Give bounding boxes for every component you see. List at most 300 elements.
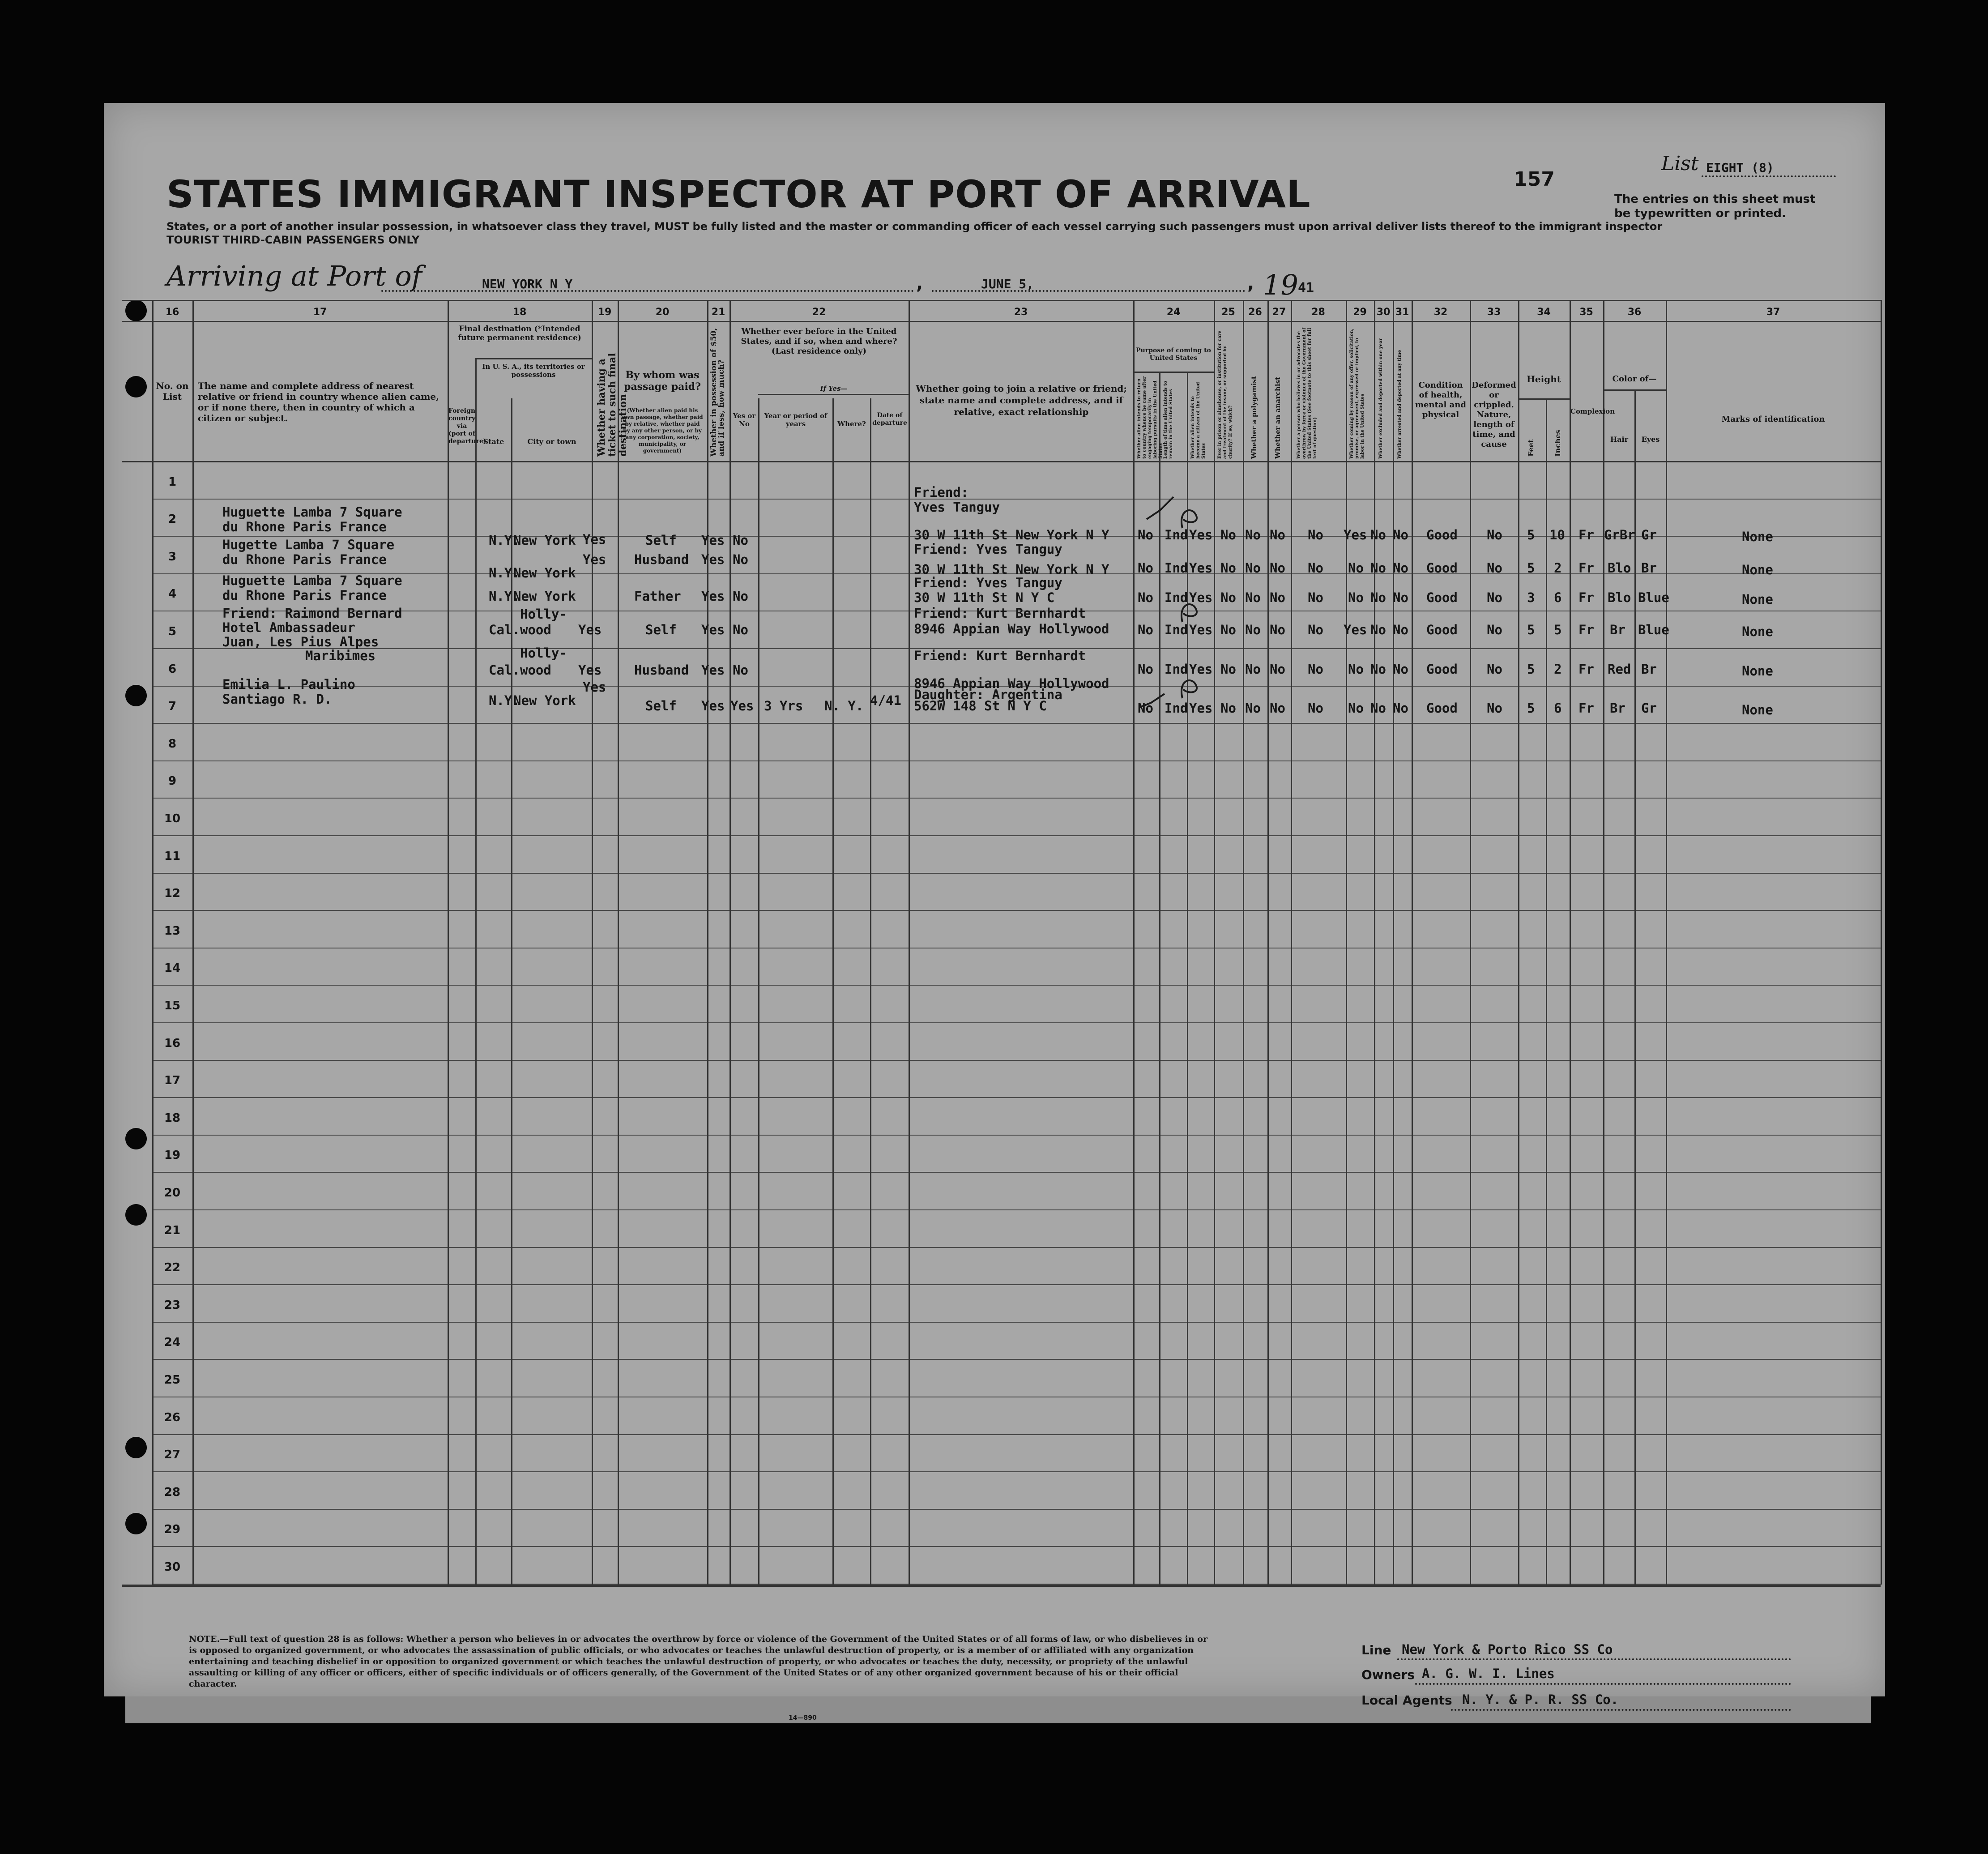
date-value: JUNE 5, [981, 277, 1034, 291]
c24b: Ind [1165, 701, 1188, 716]
row-number: 28 [164, 1486, 181, 1499]
subhead-border [1133, 372, 1214, 373]
column-divider [1546, 398, 1547, 1585]
punch-hole [125, 1204, 147, 1226]
owners-value: A. G. W. I. Lines [1422, 1666, 1555, 1681]
where: N. Y. [824, 698, 864, 713]
row-line [152, 1546, 1881, 1547]
join-info: Friend: Kurt Bernhardt [914, 606, 1086, 621]
health: Good [1426, 527, 1458, 543]
column-divider [909, 300, 910, 1585]
c30: No [1370, 701, 1386, 716]
height-feet: 5 [1527, 622, 1535, 637]
col-37-num: 37 [1766, 307, 1780, 318]
punch-hole [125, 300, 147, 321]
column-divider [1634, 389, 1636, 1585]
c25: No [1220, 590, 1236, 605]
col-23-num: 23 [1014, 307, 1028, 318]
header-bottom-border [122, 461, 1881, 462]
relative-address: Friend: Raimond Bernard [222, 606, 402, 621]
col-24b-label: Length of time alien intends to remain in the United States [1163, 380, 1173, 459]
c28: No [1308, 590, 1323, 605]
class-note: TOURIST THIRD-CABIN PASSENGERS ONLY [166, 234, 420, 246]
hair: GrBr [1604, 527, 1635, 543]
col-28-label: Whether a person who believes in or advocates the overthrow by force or violence of the Government of the United States (See footnote to this sheet for full text of question) [1297, 328, 1318, 459]
column-divider [758, 398, 759, 1585]
money: Yes [701, 552, 725, 567]
agents-underline [1451, 1709, 1791, 1711]
row-number: 2 [168, 513, 177, 526]
row-number: 8 [168, 737, 177, 751]
hair: Blo [1608, 560, 1631, 576]
line-value: New York & Porto Rico SS Co [1402, 1642, 1613, 1657]
row-line [152, 910, 1881, 911]
deformed: No [1487, 527, 1502, 543]
paid-by: Self [645, 698, 677, 713]
c30: No [1370, 560, 1386, 576]
deformed: No [1487, 662, 1502, 677]
eyes: Gr [1641, 701, 1657, 716]
c30: No [1370, 622, 1386, 637]
paid-by: Self [645, 622, 677, 637]
row-line [152, 985, 1881, 986]
c24: No [1138, 622, 1153, 637]
paid-by: Father [634, 589, 681, 604]
column-divider [1470, 300, 1471, 1585]
column-divider [1267, 300, 1269, 1585]
c31: No [1393, 590, 1408, 605]
c28: No [1308, 622, 1323, 637]
manifest-sheet [104, 103, 1885, 1722]
marks: None [1742, 529, 1773, 544]
comma: , [916, 273, 923, 294]
marks: None [1742, 624, 1773, 639]
if-yes-label: If Yes— [820, 384, 848, 393]
col-16-num: 16 [165, 307, 179, 318]
row-line [152, 499, 1881, 500]
height-feet: 5 [1527, 560, 1535, 576]
c24b: Ind [1165, 662, 1188, 677]
row-number: 3 [168, 550, 177, 564]
c24: No [1138, 701, 1153, 716]
column-divider [1570, 300, 1571, 1585]
row-number: 17 [164, 1074, 181, 1087]
relative-address: du Rhone Paris France [222, 552, 387, 567]
dest-state: N.Y. [489, 565, 520, 581]
col-21-label: Whether in possession of $50, and if less, how much? [709, 328, 726, 457]
year-period: 3 Yrs [764, 698, 803, 713]
height-inches: 6 [1554, 701, 1562, 716]
agents-value: N. Y. & P. R. SS Co. [1462, 1692, 1619, 1707]
c24: No [1138, 560, 1153, 576]
c31: No [1393, 701, 1408, 716]
c30: No [1370, 662, 1386, 677]
deformed: No [1487, 701, 1502, 716]
dest-state: Cal. [489, 662, 520, 678]
complexion: Fr [1578, 622, 1594, 637]
deformed: No [1487, 622, 1502, 637]
eyes: Br [1641, 560, 1657, 576]
row-line [152, 1060, 1881, 1061]
eyes: Br [1641, 662, 1657, 677]
c25: No [1220, 527, 1236, 543]
row-line [152, 798, 1881, 799]
join-info: 30 W 11th St New York N Y [914, 527, 1109, 543]
c26: No [1245, 527, 1261, 543]
c28: No [1308, 527, 1323, 543]
ticket: Yes [583, 552, 606, 567]
col-36-label: Color of— [1612, 374, 1657, 384]
complexion: Fr [1578, 662, 1594, 677]
before-in-us: No [733, 533, 748, 548]
inches-label: Inches [1553, 430, 1562, 457]
column-divider [1374, 300, 1375, 1585]
year-suffix: 41 [1298, 280, 1314, 296]
col-31-num: 31 [1395, 307, 1409, 318]
column-divider [448, 300, 449, 1585]
col-32-label: Condition of health, mental and physical [1415, 380, 1466, 419]
health: Good [1426, 662, 1458, 677]
arriving-label: Arriving at Port of [166, 260, 422, 292]
col-25-label: Ever in prison or almshouse, or institution for care and treatment of the insane, or supported by charity? If so, which? [1217, 330, 1233, 459]
row-line [152, 1209, 1881, 1210]
hair: Br [1610, 622, 1625, 637]
row-line [152, 1247, 1881, 1248]
subhead-border [758, 394, 909, 395]
relative-address: Emilia L. Paulino [222, 677, 355, 692]
by-whom-note: (Whether alien paid his own passage, whether paid by relative, whether paid by any other person, or by any corporation, society, municipality, or government) [622, 407, 703, 454]
in-usa-label: In U. S. A., its territories or possessions [482, 363, 585, 379]
check-mark [1140, 694, 1165, 707]
col-33-label: Deformed or crippled. Nature, length of time, and cause [1472, 380, 1516, 449]
c24c: Yes [1189, 590, 1213, 605]
c24: No [1138, 527, 1153, 543]
col-35-num: 35 [1579, 307, 1593, 318]
list-label: List [1661, 152, 1699, 175]
c31: No [1393, 560, 1408, 576]
city-label: City or town [527, 437, 576, 446]
row-line [152, 760, 1881, 761]
hair: Red [1608, 662, 1631, 677]
hair: Blo [1608, 590, 1631, 605]
col-24c-label: Whether alien intends to become a citizen of the United States [1190, 382, 1206, 459]
c29: Yes [1344, 527, 1367, 543]
column-divider [730, 300, 731, 1585]
dest-state: Cal. [489, 622, 520, 637]
row-number: 24 [164, 1336, 181, 1349]
money: Yes [701, 533, 725, 548]
col-20-label: By whom was passage paid? [624, 369, 701, 393]
row-line [152, 1584, 1881, 1585]
before-in-us: No [733, 552, 748, 567]
column-divider [592, 300, 593, 1585]
row-number: 27 [164, 1448, 181, 1461]
relative-address: Juan, Les Pius Alpes [222, 634, 379, 649]
column-divider [152, 300, 154, 1585]
agents-label: Local Agents [1361, 1693, 1452, 1708]
row-number: 14 [164, 961, 181, 975]
col-18-label: Final destination (*Intended future permanent residence) [458, 325, 581, 342]
date-underline [932, 290, 1245, 292]
deformed: No [1487, 590, 1502, 605]
column-divider [618, 300, 619, 1585]
eyes: Blue [1638, 622, 1669, 637]
paid-by: Self [645, 533, 677, 548]
c27: No [1270, 701, 1285, 716]
dest-city: Holly- wood [520, 607, 567, 637]
hair-label: Hair [1610, 435, 1628, 444]
column-divider [1603, 300, 1604, 1585]
handwritten-checkmarks [1133, 492, 1223, 725]
row-line [152, 873, 1881, 874]
punch-hole [125, 1513, 147, 1534]
join-info: 30 W 11th St New York N Y [914, 562, 1109, 577]
money: Yes [701, 622, 725, 637]
column-divider [1666, 300, 1667, 1585]
col-33-num: 33 [1487, 307, 1501, 318]
row-number: 30 [164, 1560, 181, 1574]
col-26-num: 26 [1248, 307, 1262, 318]
punch-hole [125, 1437, 147, 1458]
col-24-num: 24 [1166, 307, 1181, 318]
row-line [152, 1135, 1881, 1136]
complexion: Fr [1578, 590, 1594, 605]
row-number: 12 [164, 887, 181, 900]
col-19-num: 19 [597, 307, 612, 318]
row-number: 20 [164, 1186, 181, 1200]
ticket: Yes [583, 679, 606, 695]
state-label: State [483, 437, 504, 446]
column-divider [1243, 300, 1244, 1585]
feet-label: Feet [1527, 439, 1535, 457]
row-number: 10 [164, 812, 181, 825]
year-period-label: Year or period of years [764, 412, 828, 428]
row-number: 4 [168, 587, 177, 601]
column-divider [1412, 300, 1413, 1585]
table-top-border [122, 300, 1881, 301]
subhead-border [1603, 389, 1666, 391]
col-31-label: Whether arrested and deported at any time [1397, 350, 1402, 459]
row-number: 23 [164, 1299, 181, 1312]
punch-hole [125, 685, 147, 706]
table-bottom-border [122, 1585, 1881, 1587]
subhead-border [475, 358, 592, 359]
row-line [152, 723, 1881, 724]
owners-underline [1415, 1683, 1791, 1685]
column-divider [1393, 300, 1394, 1585]
row-line [152, 1509, 1881, 1510]
line-underline [1397, 1658, 1791, 1660]
c24c: Yes [1189, 662, 1213, 677]
c24c: Yes [1189, 701, 1213, 716]
dest-state: N.Y. [489, 693, 520, 708]
col-35-label: Complexion [1570, 407, 1615, 415]
health: Good [1426, 560, 1458, 576]
height-inches: 10 [1549, 527, 1565, 543]
join-info: Friend: [914, 485, 969, 500]
relative-address: du Rhone Paris France [222, 588, 387, 603]
comma: , [1247, 273, 1254, 294]
punch-hole [125, 376, 147, 397]
height-feet: 5 [1527, 701, 1535, 716]
page-title: STATES IMMIGRANT INSPECTOR AT PORT OF ARRIVAL [166, 172, 1311, 216]
before-in-us: Yes [730, 698, 754, 713]
c29: No [1348, 662, 1364, 677]
c25: No [1220, 701, 1236, 716]
colnum-border [122, 321, 1881, 322]
c25: No [1220, 622, 1236, 637]
c28: No [1308, 662, 1323, 677]
row-number: 21 [164, 1224, 181, 1237]
list-underline [1702, 175, 1836, 177]
height-inches: 2 [1554, 662, 1562, 677]
column-divider [475, 358, 477, 1585]
col-24a-label: Whether alien intends to return to country whence he came after engaging temporarily in laboring pursuits in the United States [1137, 376, 1163, 459]
complexion: Fr [1578, 527, 1594, 543]
col-17-label: The name and complete address of nearest relative or friend in country whence alien came, or if none there, then in country of which a citizen or subject. [198, 380, 439, 423]
relative-address: Huguette Lamba 7 Square [222, 573, 402, 588]
column-divider [1518, 300, 1519, 1585]
c24c: Yes [1189, 527, 1213, 543]
c31: No [1393, 527, 1408, 543]
col-19-label: Whether having a ticket to such final destination [596, 353, 629, 457]
health: Good [1426, 622, 1458, 637]
c28: No [1308, 701, 1323, 716]
row-line [152, 1022, 1881, 1023]
marks: None [1742, 663, 1773, 679]
dest-city: New York [513, 533, 576, 548]
col-32-num: 32 [1433, 307, 1448, 318]
check-mark [1182, 510, 1197, 528]
col-36-num: 36 [1627, 307, 1642, 318]
c25: No [1220, 662, 1236, 677]
c26: No [1245, 622, 1261, 637]
page-number: 157 [1514, 168, 1555, 191]
join-info: Daughter: Argentina [914, 687, 1062, 702]
row-number: 22 [164, 1261, 181, 1274]
row-number: 15 [164, 999, 181, 1012]
dest-city: New York [513, 565, 576, 581]
before-in-us: No [733, 662, 748, 678]
dest-city: Holly- wood [520, 645, 567, 678]
row-number: 13 [164, 924, 181, 938]
c30: No [1370, 527, 1386, 543]
foreign-country-label: Foreign country via (port of departure) [448, 407, 486, 445]
c29: No [1348, 701, 1364, 716]
complexion: Fr [1578, 560, 1594, 576]
port-value: NEW YORK N Y [482, 277, 573, 291]
ticket: Yes [578, 662, 602, 678]
eyes: Blue [1638, 590, 1669, 605]
col-37-label: Marks of identification [1721, 414, 1825, 424]
row-number: 9 [168, 774, 177, 788]
column-divider [1346, 300, 1347, 1585]
c31: No [1393, 622, 1408, 637]
row-number: 18 [164, 1111, 181, 1125]
complexion: Fr [1578, 701, 1594, 716]
row-number: 5 [168, 625, 177, 638]
port-underline [381, 290, 914, 292]
col-21-num: 21 [711, 307, 725, 318]
instructions: States, or a port of another insular possession, in whatsoever class they travel, MUST be fully listed and the master or commanding officer of each vessel carrying such passengers must upon arrival deliver lists thereof to the immigrant inspector [166, 220, 1663, 233]
column-divider [1291, 300, 1292, 1585]
column-divider [870, 398, 871, 1585]
join-info: Friend: Kurt Bernhardt [914, 648, 1086, 663]
ticket: Yes [583, 532, 606, 547]
col-30-num: 30 [1376, 307, 1391, 318]
ticket: Yes [578, 622, 602, 637]
c28: No [1308, 560, 1323, 576]
paid-by: Husband [634, 662, 689, 678]
join-info: 8946 Appian Way Hollywood [914, 621, 1109, 637]
join-info: Friend: Yves Tanguy [914, 575, 1062, 590]
col-16-label: No. on List [156, 380, 189, 402]
before-in-us: No [733, 622, 748, 637]
row-number: 7 [168, 700, 177, 713]
c25: No [1220, 560, 1236, 576]
height-inches: 5 [1554, 622, 1562, 637]
c31: No [1393, 662, 1408, 677]
col-29-num: 29 [1353, 307, 1367, 318]
paid-by: Husband [634, 552, 689, 567]
row-line [152, 1097, 1881, 1098]
row-number: 6 [168, 662, 177, 676]
health: Good [1426, 701, 1458, 716]
join-info: 30 W 11th St N Y C [914, 590, 1055, 605]
row-line [152, 835, 1881, 836]
col-34-label: Height [1527, 374, 1561, 384]
col-24-label: Purpose of coming to United States [1136, 347, 1211, 362]
c29: No [1348, 560, 1364, 576]
year-prefix: 19 [1263, 269, 1298, 301]
deformed: No [1487, 560, 1502, 576]
join-info: Yves Tanguy [914, 500, 1000, 515]
col-22-label: Whether ever before in the United States, and if so, when and where? (Last residence only) [741, 327, 897, 356]
column-divider [707, 300, 708, 1585]
marks: None [1742, 592, 1773, 607]
c27: No [1270, 527, 1285, 543]
entries-note-1: The entries on this sheet must [1614, 192, 1816, 206]
c27: No [1270, 662, 1285, 677]
c24b: Ind [1165, 527, 1188, 543]
dest-city: New York [513, 589, 576, 604]
relative-address: du Rhone Paris France [222, 519, 387, 534]
c26: No [1245, 590, 1261, 605]
money: Yes [701, 589, 725, 604]
c29: No [1348, 590, 1364, 605]
c26: No [1245, 662, 1261, 677]
col-25-num: 25 [1221, 307, 1235, 318]
column-divider [832, 398, 834, 1585]
col-30-label: Whether excluded and deported within one year [1378, 338, 1383, 459]
marks: None [1742, 562, 1773, 577]
money: Yes [701, 662, 725, 678]
height-feet: 3 [1527, 590, 1535, 605]
row-number: 1 [168, 475, 177, 489]
form-number: 14—890 [789, 1714, 817, 1722]
hair: Br [1610, 701, 1625, 716]
row-line [152, 1471, 1881, 1472]
row-line [152, 1322, 1881, 1323]
owners-label: Owners [1361, 1667, 1415, 1682]
join-info: 562W 148 St N Y C [914, 698, 1047, 713]
col-29-label: Whether coming by reason of any offer, solicitation, promise, or agreement, expressed or implied, to labor in the United States [1349, 328, 1365, 459]
check-mark [1182, 680, 1197, 698]
relative-address: Hotel Ambassadeur [222, 620, 355, 635]
c24c: Yes [1189, 622, 1213, 637]
height-inches: 6 [1554, 590, 1562, 605]
before-in-us: No [733, 589, 748, 604]
